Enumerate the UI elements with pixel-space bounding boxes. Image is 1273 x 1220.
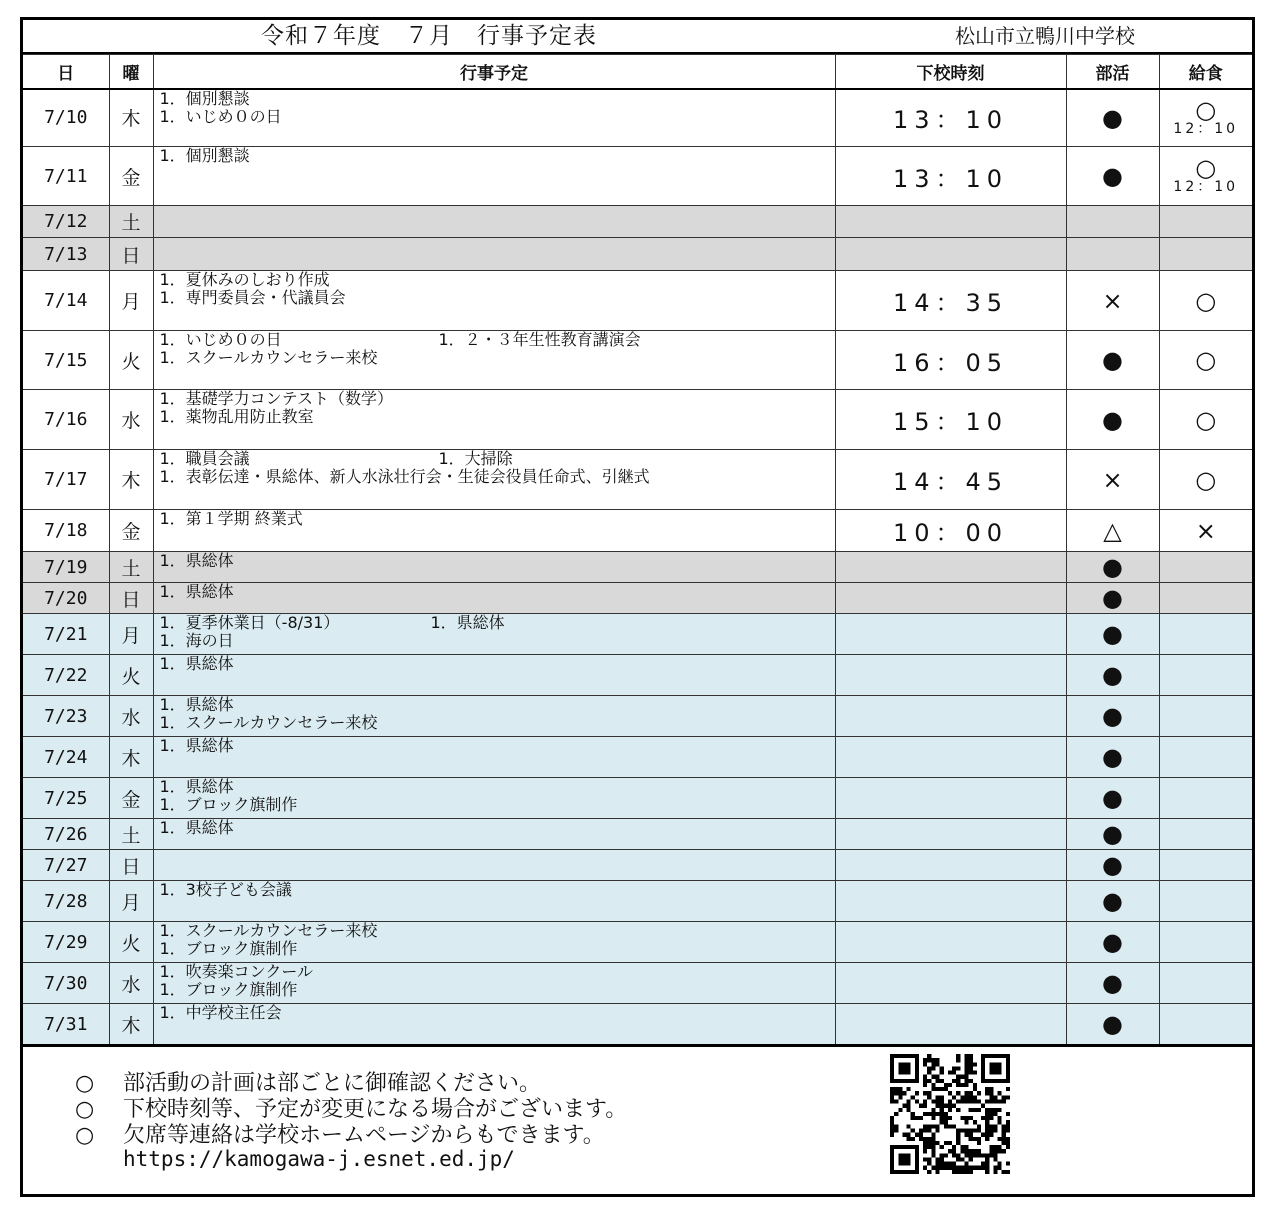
- table-row: [23, 89, 1252, 147]
- event-item: 1．第１学期 終業式: [159, 509, 303, 528]
- row-lunch: [1159, 271, 1252, 331]
- row-events: [153, 510, 835, 552]
- table-row: [23, 147, 1252, 206]
- event-item: 1．夏季休業日（-8/31）: [159, 613, 340, 632]
- row-dismissal-time: 16：05: [835, 331, 1066, 390]
- row-weekday: 木: [109, 450, 153, 510]
- row-weekday: 月: [109, 881, 153, 922]
- row-lunch: [1159, 331, 1252, 390]
- row-weekday: 火: [109, 655, 153, 696]
- lunch-status: ○: [1195, 286, 1217, 315]
- table-row: [23, 850, 1252, 881]
- row-lunch: [1159, 552, 1252, 583]
- table-row: [23, 390, 1252, 450]
- row-weekday: 日: [109, 850, 153, 881]
- event-item: 1．スクールカウンセラー来校: [159, 921, 378, 940]
- note-bullet: ○: [75, 1071, 95, 1096]
- row-lunch: [1159, 655, 1252, 696]
- row-lunch: [1159, 850, 1252, 881]
- row-weekday: 金: [109, 147, 153, 206]
- row-events: [153, 450, 835, 510]
- row-events: [153, 390, 835, 450]
- event-item: 1．２・３年生性教育講演会: [438, 330, 641, 349]
- row-date: 7/15: [23, 331, 109, 390]
- event-item: 1．県総体: [159, 582, 234, 601]
- lunch-status: ○: [1195, 405, 1217, 434]
- row-lunch: [1159, 963, 1252, 1004]
- col-header-club: 部活: [1066, 55, 1159, 89]
- row-events: [153, 206, 835, 238]
- row-club-status: ●: [1066, 655, 1159, 696]
- lunch-status: ×: [1195, 516, 1216, 545]
- col-header-date: 日: [23, 55, 109, 89]
- row-events: [153, 922, 835, 963]
- event-item: 1．県総体: [159, 777, 234, 796]
- row-weekday: 水: [109, 390, 153, 450]
- row-events: [153, 819, 835, 850]
- row-weekday: 土: [109, 552, 153, 583]
- row-date: 7/25: [23, 778, 109, 819]
- row-dismissal-time: [835, 819, 1066, 850]
- row-events: [153, 963, 835, 1004]
- col-header-dismissal: 下校時刻: [835, 55, 1066, 89]
- page-title: 令和７年度 ７月 行事予定表: [261, 23, 597, 49]
- row-dismissal-time: [835, 881, 1066, 922]
- col-header-lunch: 給食: [1159, 55, 1252, 89]
- row-events: [153, 147, 835, 206]
- table-row: [23, 881, 1252, 922]
- row-dismissal-time: [835, 614, 1066, 655]
- note-bullet: ○: [75, 1123, 95, 1148]
- table-row: [23, 655, 1252, 696]
- row-events: [153, 655, 835, 696]
- row-events: [153, 583, 835, 614]
- schedule-body: [23, 89, 1252, 1045]
- row-lunch: [1159, 89, 1252, 147]
- table-row: [23, 778, 1252, 819]
- row-lunch: [1159, 206, 1252, 238]
- row-lunch: [1159, 147, 1252, 206]
- row-dismissal-time: [835, 963, 1066, 1004]
- table-row: [23, 331, 1252, 390]
- row-lunch: [1159, 583, 1252, 614]
- note-item: [75, 1071, 541, 1097]
- lunch-time: 12：10: [1173, 179, 1239, 195]
- event-item: 1．県総体: [159, 654, 234, 673]
- row-weekday: 日: [109, 583, 153, 614]
- note-text: 欠席等連絡は学校ホームページからもできます。: [123, 1123, 605, 1148]
- row-weekday: 水: [109, 696, 153, 737]
- row-weekday: 日: [109, 238, 153, 271]
- row-lunch: [1159, 390, 1252, 450]
- table-row: [23, 271, 1252, 331]
- row-dismissal-time: 13：10: [835, 89, 1066, 147]
- schedule-table: [23, 54, 1252, 1045]
- row-club-status: ●: [1066, 922, 1159, 963]
- row-date: 7/18: [23, 510, 109, 552]
- note-text: 下校時刻等、予定が変更になる場合がございます。: [123, 1097, 628, 1122]
- event-item: 1．ブロック旗制作: [159, 980, 298, 999]
- row-dismissal-time: [835, 1004, 1066, 1045]
- school-url[interactable]: https://kamogawa-j.esnet.ed.jp/: [123, 1147, 515, 1171]
- table-row: [23, 963, 1252, 1004]
- row-dismissal-time: 13：10: [835, 147, 1066, 206]
- table-row: [23, 450, 1252, 510]
- row-date: 7/12: [23, 206, 109, 238]
- row-club-status: ●: [1066, 614, 1159, 655]
- row-events: [153, 89, 835, 147]
- row-dismissal-time: [835, 737, 1066, 778]
- row-dismissal-time: [835, 778, 1066, 819]
- schedule-sheet: [20, 17, 1255, 1197]
- lunch-time: 12：10: [1173, 120, 1239, 137]
- row-club-status: ●: [1066, 147, 1159, 206]
- row-date: 7/20: [23, 583, 109, 614]
- event-item: 1．専門委員会・代議員会: [159, 288, 346, 307]
- row-club-status: △: [1066, 510, 1159, 552]
- lunch-status: ○: [1195, 346, 1217, 374]
- row-weekday: 水: [109, 963, 153, 1004]
- col-header-weekday: 曜: [109, 55, 153, 89]
- row-club-status: ●: [1066, 331, 1159, 390]
- row-date: 7/24: [23, 737, 109, 778]
- row-club-status: ●: [1066, 1004, 1159, 1045]
- event-item: 1．表彰伝達・県総体、新人水泳壮行会・生徒会役員任命式、引継式: [159, 467, 650, 486]
- table-row: [23, 696, 1252, 737]
- event-item: 1．職員会議: [159, 449, 250, 468]
- table-row: [23, 510, 1252, 552]
- row-weekday: 火: [109, 331, 153, 390]
- row-club-status: ●: [1066, 778, 1159, 819]
- row-lunch: [1159, 238, 1252, 271]
- lunch-status: ○: [1195, 95, 1217, 124]
- row-dismissal-time: 14：45: [835, 450, 1066, 510]
- table-row: [23, 819, 1252, 850]
- row-events: [153, 1004, 835, 1045]
- row-events: [153, 737, 835, 778]
- event-item: 1．個別懇談: [159, 88, 250, 108]
- row-weekday: 金: [109, 510, 153, 552]
- table-row: [23, 583, 1252, 614]
- event-item: 1．個別懇談: [159, 146, 250, 165]
- header-row: [23, 55, 1252, 89]
- table-row: [23, 922, 1252, 963]
- row-dismissal-time: 15：10: [835, 390, 1066, 450]
- row-events: [153, 331, 835, 390]
- row-events: [153, 271, 835, 331]
- row-club-status: [1066, 238, 1159, 271]
- row-club-status: ●: [1066, 737, 1159, 778]
- row-club-status: [1066, 206, 1159, 238]
- row-date: 7/22: [23, 655, 109, 696]
- row-lunch: [1159, 737, 1252, 778]
- row-date: 7/30: [23, 963, 109, 1004]
- event-item: 1．県総体: [159, 695, 234, 714]
- row-lunch: [1159, 510, 1252, 552]
- row-lunch: [1159, 696, 1252, 737]
- table-row: [23, 206, 1252, 238]
- row-club-status: ●: [1066, 583, 1159, 614]
- row-date: 7/28: [23, 881, 109, 922]
- row-weekday: 土: [109, 819, 153, 850]
- title-row: [23, 20, 1252, 54]
- event-item: 1．県総体: [430, 613, 505, 632]
- row-lunch: [1159, 819, 1252, 850]
- row-weekday: 土: [109, 206, 153, 238]
- row-events: [153, 881, 835, 922]
- note-item: [75, 1097, 627, 1123]
- table-row: [23, 238, 1252, 271]
- row-lunch: [1159, 881, 1252, 922]
- row-dismissal-time: [835, 696, 1066, 737]
- event-item: 1．県総体: [159, 736, 234, 755]
- row-club-status: ●: [1066, 390, 1159, 450]
- event-item: 1．中学校主任会: [159, 1003, 282, 1022]
- row-lunch: [1159, 778, 1252, 819]
- row-weekday: 金: [109, 778, 153, 819]
- lunch-status: ○: [1195, 154, 1217, 182]
- event-item: 1．いじめ０の日: [159, 330, 282, 349]
- row-club-status: ×: [1066, 450, 1159, 510]
- qr-code-icon[interactable]: [890, 1053, 1010, 1175]
- row-events: [153, 778, 835, 819]
- school-name: 松山市立鴨川中学校: [955, 24, 1135, 48]
- row-weekday: 火: [109, 922, 153, 963]
- note-bullet: ○: [75, 1097, 95, 1122]
- row-club-status: ●: [1066, 819, 1159, 850]
- event-item: 1．海の日: [159, 631, 234, 650]
- row-lunch: [1159, 1004, 1252, 1045]
- row-weekday: 木: [109, 1004, 153, 1045]
- row-date: 7/11: [23, 147, 109, 206]
- notes-section: [23, 1044, 1252, 1194]
- row-date: 7/13: [23, 238, 109, 271]
- event-item: 1．スクールカウンセラー来校: [159, 713, 378, 732]
- event-item: 1．薬物乱用防止教室: [159, 407, 314, 426]
- row-weekday: 木: [109, 737, 153, 778]
- row-dismissal-time: [835, 655, 1066, 696]
- row-date: 7/23: [23, 696, 109, 737]
- row-events: [153, 696, 835, 737]
- row-club-status: ×: [1066, 271, 1159, 331]
- event-item: 1．県総体: [159, 818, 234, 837]
- row-dismissal-time: [835, 206, 1066, 238]
- lunch-status: ○: [1195, 465, 1217, 494]
- row-date: 7/17: [23, 450, 109, 510]
- row-club-status: ●: [1066, 552, 1159, 583]
- row-weekday: 月: [109, 614, 153, 655]
- event-item: 1．吹奏楽コンクール: [159, 962, 314, 981]
- row-date: 7/27: [23, 850, 109, 881]
- row-date: 7/26: [23, 819, 109, 850]
- row-club-status: ●: [1066, 850, 1159, 881]
- row-dismissal-time: [835, 922, 1066, 963]
- row-weekday: 月: [109, 271, 153, 331]
- row-weekday: 木: [109, 89, 153, 147]
- event-item: 1．夏休みのしおり作成: [159, 270, 330, 289]
- row-lunch: [1159, 614, 1252, 655]
- event-item: 1．3校子ども会議: [159, 880, 292, 899]
- row-date: 7/14: [23, 271, 109, 331]
- row-date: 7/31: [23, 1004, 109, 1045]
- event-item: 1．スクールカウンセラー来校: [159, 348, 378, 367]
- row-events: [153, 552, 835, 583]
- table-row: [23, 737, 1252, 778]
- row-events: [153, 614, 835, 655]
- row-club-status: ●: [1066, 696, 1159, 737]
- note-item: [75, 1123, 605, 1149]
- note-text: 部活動の計画は部ごとに御確認ください。: [123, 1071, 542, 1096]
- row-dismissal-time: 14：35: [835, 271, 1066, 331]
- row-dismissal-time: [835, 850, 1066, 881]
- row-events: [153, 238, 835, 271]
- row-date: 7/21: [23, 614, 109, 655]
- event-item: 1．ブロック旗制作: [159, 939, 298, 958]
- row-dismissal-time: [835, 583, 1066, 614]
- col-header-events: 行事予定: [153, 55, 835, 89]
- row-date: 7/10: [23, 89, 109, 147]
- row-club-status: ●: [1066, 963, 1159, 1004]
- row-club-status: ●: [1066, 881, 1159, 922]
- table-row: [23, 614, 1252, 655]
- event-item: 1．ブロック旗制作: [159, 795, 298, 814]
- row-date: 7/19: [23, 552, 109, 583]
- row-lunch: [1159, 922, 1252, 963]
- table-row: [23, 1004, 1252, 1045]
- row-events: [153, 850, 835, 881]
- event-item: 1．基礎学力コンテスト（数学）: [159, 389, 394, 408]
- row-date: 7/29: [23, 922, 109, 963]
- event-item: 1．いじめ０の日: [159, 106, 282, 126]
- row-date: 7/16: [23, 390, 109, 450]
- row-dismissal-time: [835, 238, 1066, 271]
- row-dismissal-time: 10：00: [835, 510, 1066, 552]
- row-dismissal-time: [835, 552, 1066, 583]
- event-item: 1．大掃除: [438, 449, 513, 468]
- row-club-status: ●: [1066, 89, 1159, 147]
- row-lunch: [1159, 450, 1252, 510]
- table-row: [23, 552, 1252, 583]
- event-item: 1．県総体: [159, 551, 234, 570]
